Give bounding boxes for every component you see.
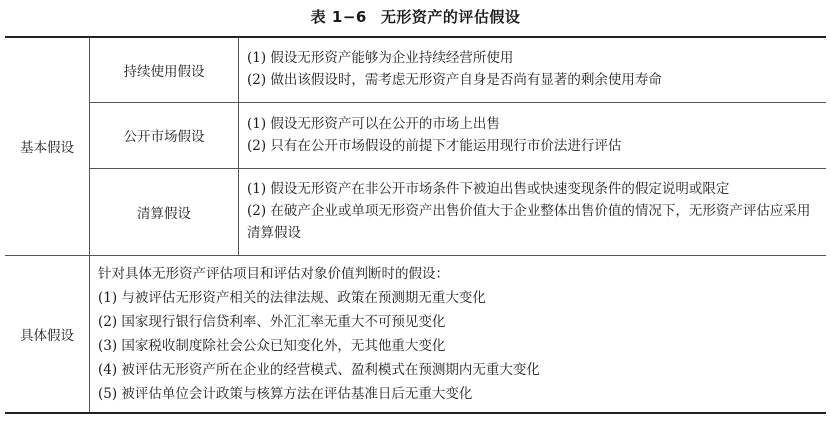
category-specific: 具体假设 (5, 255, 90, 413)
description-line: (5) 被评估单位会计政策与核算方法在评估基准日后无重大变化 (98, 385, 473, 402)
description-line: (3) 国家税收制度除社会公众已知变化外，无其他重大变化 (98, 337, 446, 354)
assumption-going-concern: 持续使用假设 (90, 37, 239, 102)
table-row (5, 255, 826, 413)
description-line: (1) 假设无形资产可以在公开的市场上出售 (247, 115, 500, 132)
assumption-description (239, 168, 827, 255)
description-line: (2) 做出该假设时，需考虑无形资产自身是否尚有显著的剩余使用寿命 (247, 72, 662, 89)
specific-description (90, 255, 827, 413)
description-line: (2) 只有在公开市场假设的前提下才能运用现行市价法进行评估 (247, 137, 622, 154)
assumption-description (239, 102, 827, 168)
table-row (5, 168, 826, 255)
table-title: 无形资产的评估假设 (380, 8, 521, 26)
table-row (5, 102, 826, 168)
assumption-liquidation: 清算假设 (90, 168, 239, 255)
assumption-description (239, 37, 827, 102)
description-line: 针对具体无形资产评估项目和评估对象价值判断时的假设： (98, 265, 449, 282)
description-line: (1) 与被评估无形资产相关的法律法规、政策在预测期无重大变化 (98, 289, 486, 306)
table-row (5, 37, 826, 102)
category-basic: 基本假设 (5, 37, 90, 255)
description-line: (4) 被评估无形资产所在企业的经营模式、盈利模式在预测期内无重大变化 (98, 361, 540, 378)
description-line: (1) 假设无形资产在非公开市场条件下被迫出售或快速变现条件的假定说明或限定 (247, 181, 730, 197)
assumption-open-market: 公开市场假设 (90, 102, 239, 168)
assumptions-table (5, 36, 826, 414)
description-line: (2) 国家现行银行信贷利率、外汇汇率无重大不可预见变化 (98, 313, 446, 330)
table-caption (0, 6, 831, 27)
description-line: (2) 在破产企业或单项无形资产出售价值大于企业整体出售价值的情况下，无形资产评估应采用清算假设 (247, 203, 811, 241)
table-number: 表 1−6 (310, 8, 367, 26)
description-line: (1) 假设无形资产能够为企业持续经营所使用 (247, 50, 514, 67)
